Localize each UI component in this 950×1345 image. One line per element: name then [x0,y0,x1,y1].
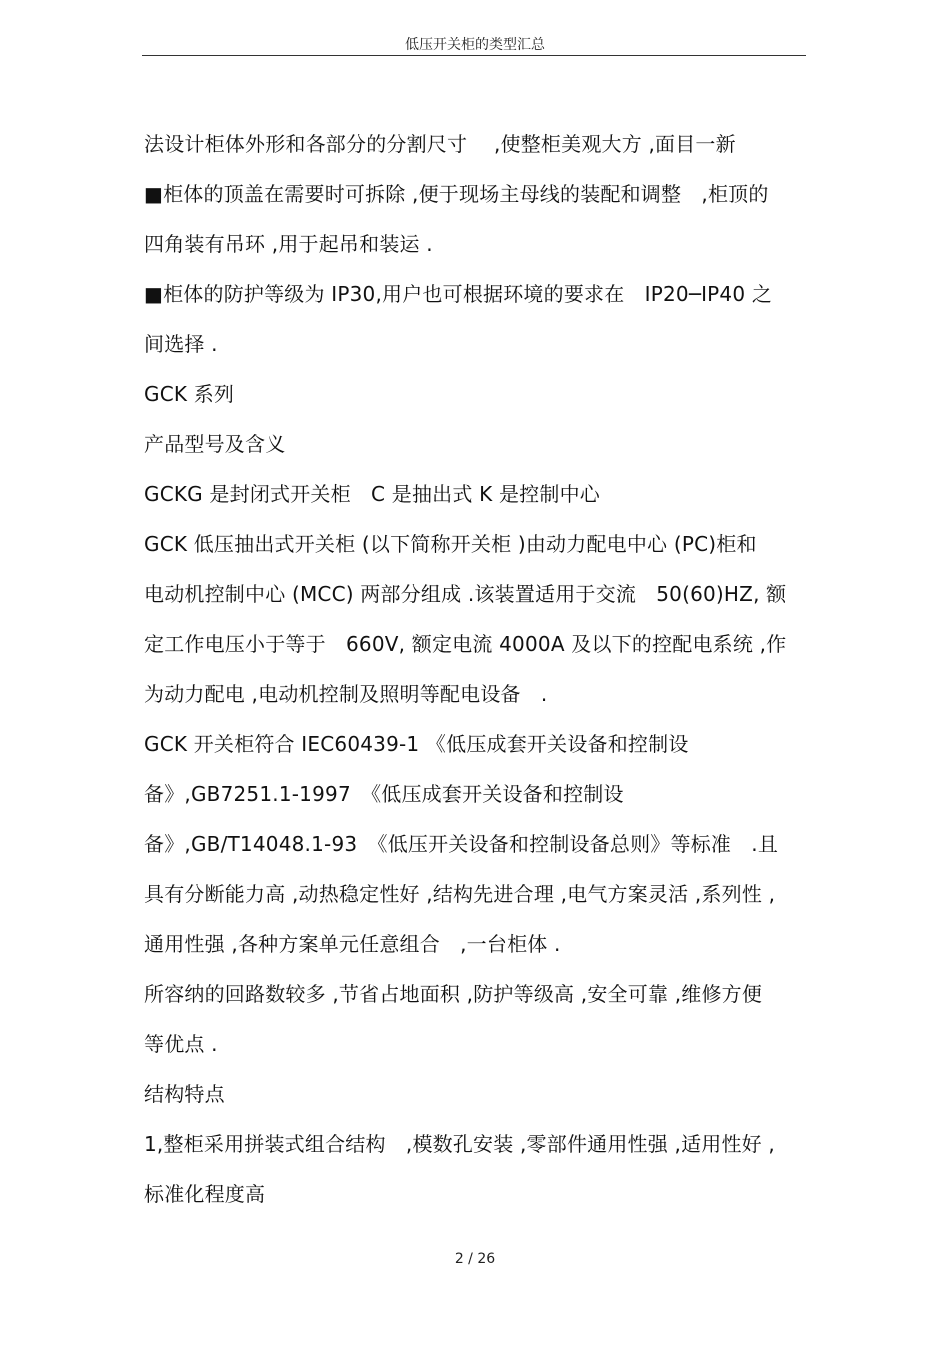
text-line: ■柜体的顶盖在需要时可拆除 ,便于现场主母线的装配和调整 ,柜顶的 [144,182,769,206]
text-line: ■柜体的防护等级为 IP30,用户也可根据环境的要求在 IP20─IP40 之 [144,282,773,306]
text-line: 1,整柜采用拼装式组合结构 ,模数孔安装 ,零部件通用性强 ,适用性好 , [144,1132,775,1156]
text-line: GCKG 是封闭式开关柜 C 是抽出式 K 是控制中心 [144,482,600,506]
page-header-title: 低压开关柜的类型汇总 [405,37,545,53]
text-line: 定工作电压小于等于 660V, 额定电流 4000A 及以下的控配电系统 ,作 [144,632,787,656]
text-line: 所容纳的回路数较多 ,节省占地面积 ,防护等级高 ,安全可靠 ,维修方便 [144,982,763,1006]
text-line: 备》,GB/T14048.1-93 《低压开关设备和控制设备总则》等标准 .且 [144,832,779,856]
text-line: GCK 开关柜符合 IEC60439-1 《低压成套开关设备和控制设 [144,732,689,756]
section-heading-gck: GCK 系列 [144,382,235,406]
text-line: 标准化程度高 [144,1182,266,1206]
text-line: 备》,GB7251.1-1997 《低压成套开关设备和控制设 [144,782,624,806]
text-line: 等优点 . [144,1032,218,1056]
document-body [144,126,810,1226]
section-heading-model: 产品型号及含义 [144,432,286,456]
page-number: 2 / 26 [454,1251,496,1267]
text-line: 为动力配电 ,电动机控制及照明等配电设备 . [144,682,548,706]
text-line: 通用性强 ,各种方案单元任意组合 ,一台柜体 . [144,932,561,956]
text-line: 四角装有吊环 ,用于起吊和装运 . [144,232,433,256]
text-line: 间选择 . [144,332,218,356]
text-line: 电动机控制中心 (MCC) 两部分组成 .该装置适用于交流 50(60)HZ, 额 [144,582,787,606]
text-line: 具有分断能力高 ,动热稳定性好 ,结构先进合理 ,电气方案灵活 ,系列性 , [144,882,776,906]
section-heading-structure: 结构特点 [144,1082,225,1106]
header-divider [142,55,806,56]
text-line: GCK 低压抽出式开关柜 (以下简称开关柜 )由动力配电中心 (PC)柜和 [144,532,757,556]
text-line: 法设计柜体外形和各部分的分割尺寸 ,使整柜美观大方 ,面目一新 [144,132,736,156]
